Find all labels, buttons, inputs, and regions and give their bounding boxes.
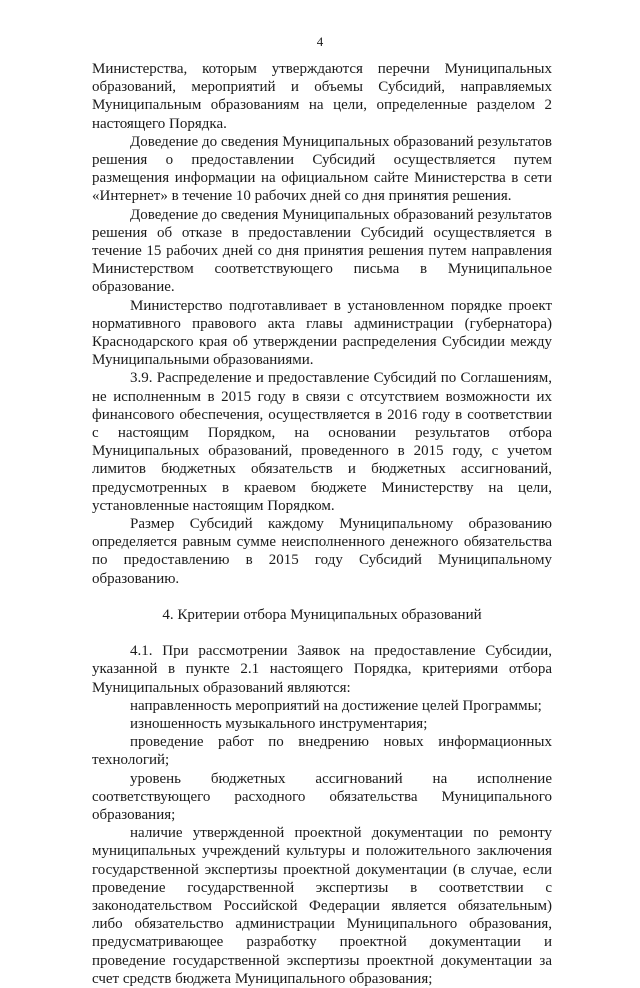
criterion-budget-level: уровень бюджетных ассигнований на исполнение соответствующего расходного обязательства Муниципального образования; (92, 770, 552, 823)
spacer (92, 588, 552, 606)
criterion-instrument-wear: изношенность музыкального инструментария; (130, 715, 428, 732)
spacer (92, 624, 552, 642)
page-number: 4 (316, 34, 324, 49)
paragraph-draft-act: Министерство подготавливает в установленном порядке проект нормативного правового акта главы администрации (губернатора) Краснодарского края об утверждении распределения Субсидии между Муниципальными образованиями. (92, 297, 552, 369)
paragraph-3-9: 3.9. Распределение и предоставление Субсидий по Соглашениям, не исполненным в 2015 году в связи с отсутствием возможности их финансового обеспечения, осуществляется в 2016 году в соответствии с настоящим Порядком, на основании результатов отбора Муниципальных образований, проведенного в 2015 году, с учетом лимитов бюджетных обязательств и бюджетных ассигнований, предусмотренных в краевом бюджете Министерству на цели, установленные настоящим Порядком. (92, 370, 552, 514)
criterion-it-implementation: проведение работ по внедрению новых информационных технологий; (92, 734, 552, 769)
paragraph-continuation: Министерства, которым утверждаются перечни Муниципальных образований, мероприятий и объемы Субсидий, направляемых Муниципальным образованиям на цели, определенные разделом 2 настоящего Порядка. (92, 61, 552, 132)
criterion-program-goals: направленность мероприятий на достижение целей Программы; (130, 697, 542, 714)
paragraph-refusal-notice: Доведение до сведения Муниципальных образований результатов решения об отказе в предоставлении Субсидий осуществляется в течение 15 рабочих дней со дня принятия решения путем направления Министерством соответствующего письма в Муниципальное образование. (92, 206, 552, 296)
paragraph-subsidy-size: Размер Субсидий каждому Муниципальному образованию определяется равным сумме неисполненного денежного обязательства по предоставлению в 2015 году Субсидий Муниципальному образованию. (92, 516, 552, 587)
paragraph-4-1: 4.1. При рассмотрении Заявок на предоставление Субсидии, указанной в пункте 2.1 настоящего Порядка, критериями отбора Муниципальных образований являются: (92, 643, 552, 696)
paragraph-decision-notice: Доведение до сведения Муниципальных образований результатов решения о предоставлении Субсидий осуществляется путем размещения информации на официальном сайте Министерства в сети «Интернет» в течение 10 рабочих дней со дня принятия решения. (92, 133, 552, 205)
criterion-project-documentation: наличие утвержденной проектной документации по ремонту муниципальных учреждений культуры и положительного заключения государственной экспертизы проектной документации (в случае, если проведение государственной экспертизы в соответствии с законодательством Российской Федерации является обязательным) либо обязательство администрации Муниципального образования, предусматривающее разработку проектной документации и проведение государственной экспертизы проектной документации за счет средств бюджета Муниципального образования; (92, 825, 552, 987)
document-body (92, 60, 552, 988)
section-heading: 4. Критерии отбора Муниципальных образований (162, 606, 482, 623)
